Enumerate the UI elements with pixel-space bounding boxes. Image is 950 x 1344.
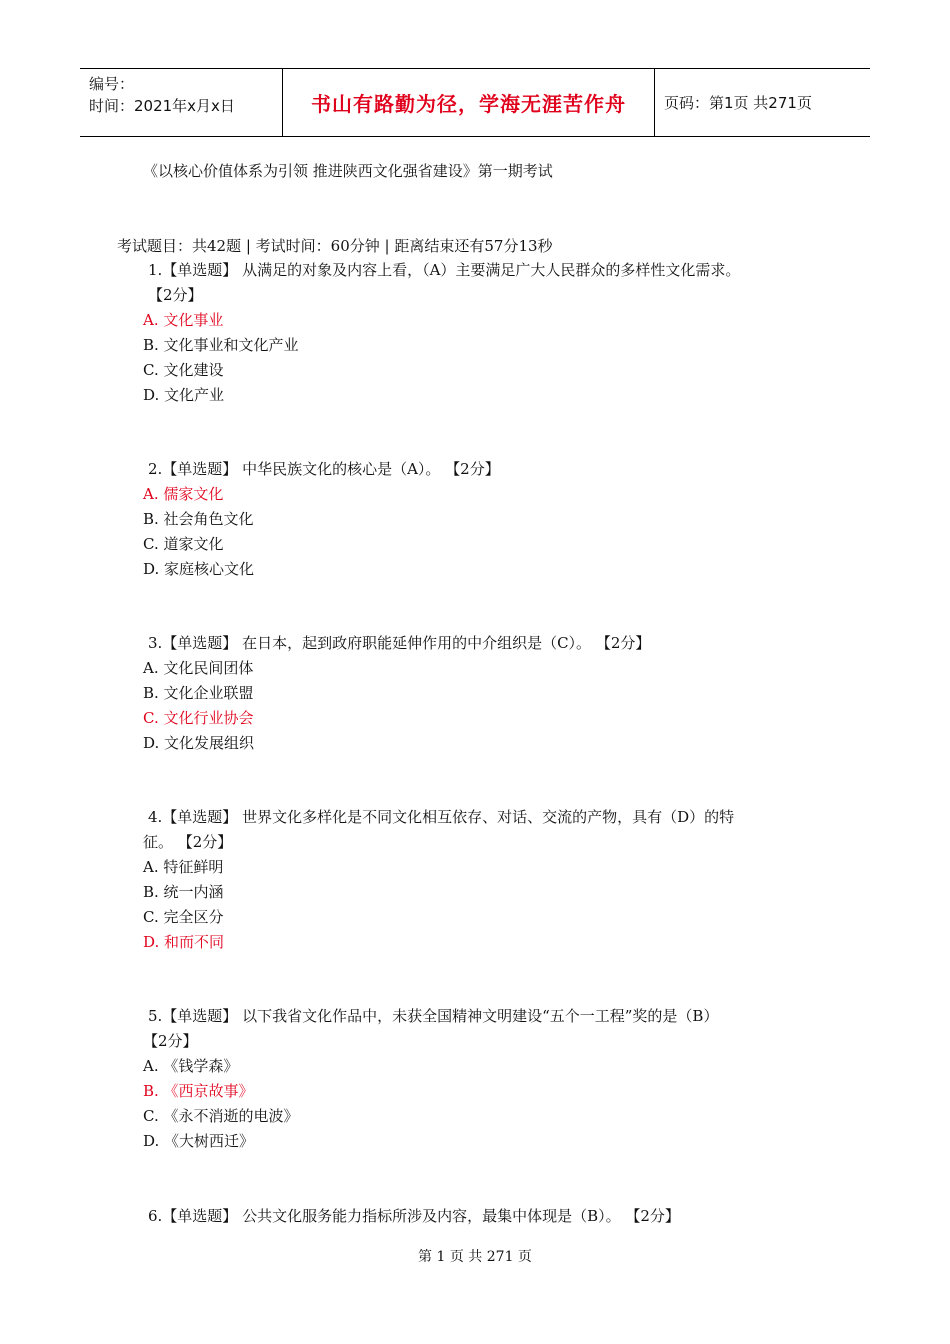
option-b: B. 文化事业和文化产业 — [143, 336, 299, 354]
code-label: 编号： — [89, 75, 135, 93]
option-a: A. 儒家文化 — [143, 485, 224, 503]
exam-info: 考试题目：共42题 | 考试时间：60分钟 | 距离结束还有57分13秒 — [117, 237, 553, 255]
option-b: B. 文化企业联盟 — [143, 684, 254, 702]
question-4 — [143, 805, 833, 955]
page-header — [80, 68, 870, 137]
question-stem: 4.【单选题】 世界文化多样化是不同文化相互依存、对话、交流的产物，具有（D）的特 — [148, 808, 735, 826]
option-a: A. 《钱学森》 — [143, 1057, 239, 1075]
option-b: B. 《西京故事》 — [143, 1082, 254, 1100]
question-2 — [143, 457, 833, 582]
header-page-label: 页码：第1页 共271页 — [664, 94, 812, 112]
question-stem: 2.【单选题】 中华民族文化的核心是（A）。 【2分】 — [148, 460, 500, 478]
option-d: D. 文化发展组织 — [143, 734, 255, 752]
option-d: D. 《大树西迁》 — [143, 1132, 255, 1150]
option-a: A. 特征鲜明 — [143, 858, 224, 876]
header-motto: 书山有路勤为径，学海无涯苦作舟 — [282, 69, 655, 136]
option-b: B. 统一内涵 — [143, 883, 224, 901]
option-a: A. 文化事业 — [143, 311, 224, 329]
header-meta — [80, 69, 282, 136]
question-stem: 1.【单选题】 从满足的对象及内容上看，（A）主要满足广大人民群众的多样性文化需求。 — [148, 261, 741, 279]
question-stem: 5.【单选题】 以下我省文化作品中，未获全国精神文明建设“五个一工程”奖的是（B） — [148, 1007, 719, 1025]
option-c: C. 道家文化 — [143, 535, 224, 553]
question-stem-cont: 【2分】 — [148, 286, 203, 304]
option-b: B. 社会角色文化 — [143, 510, 254, 528]
time-label: 时间：2021年x月x日 — [89, 97, 235, 115]
question-stem: 3.【单选题】 在日本，起到政府职能延伸作用的中介组织是（C）。 【2分】 — [148, 634, 651, 652]
option-c: C. 《永不消逝的电波》 — [143, 1107, 299, 1125]
question-5 — [143, 1004, 833, 1154]
question-stem: 6.【单选题】 公共文化服务能力指标所涉及内容，最集中体现是（B）。 【2分】 — [148, 1207, 680, 1225]
option-a: A. 文化民间团体 — [143, 659, 254, 677]
option-c: C. 完全区分 — [143, 908, 224, 926]
question-stem-cont: 【2分】 — [143, 1032, 198, 1050]
question-3 — [143, 631, 833, 756]
option-d: D. 家庭核心文化 — [143, 560, 255, 578]
document-title: 《以核心价值体系为引领 推进陕西文化强省建设》第一期考试 — [143, 162, 553, 180]
option-d: D. 和而不同 — [143, 933, 225, 951]
option-c: C. 文化建设 — [143, 361, 224, 379]
option-c: C. 文化行业协会 — [143, 709, 254, 727]
option-d: D. 文化产业 — [143, 386, 225, 404]
question-1 — [143, 258, 833, 408]
question-stem-cont: 征。 【2分】 — [143, 833, 233, 851]
question-6 — [143, 1204, 833, 1229]
page-footer: 第 1 页 共 271 页 — [418, 1249, 532, 1265]
